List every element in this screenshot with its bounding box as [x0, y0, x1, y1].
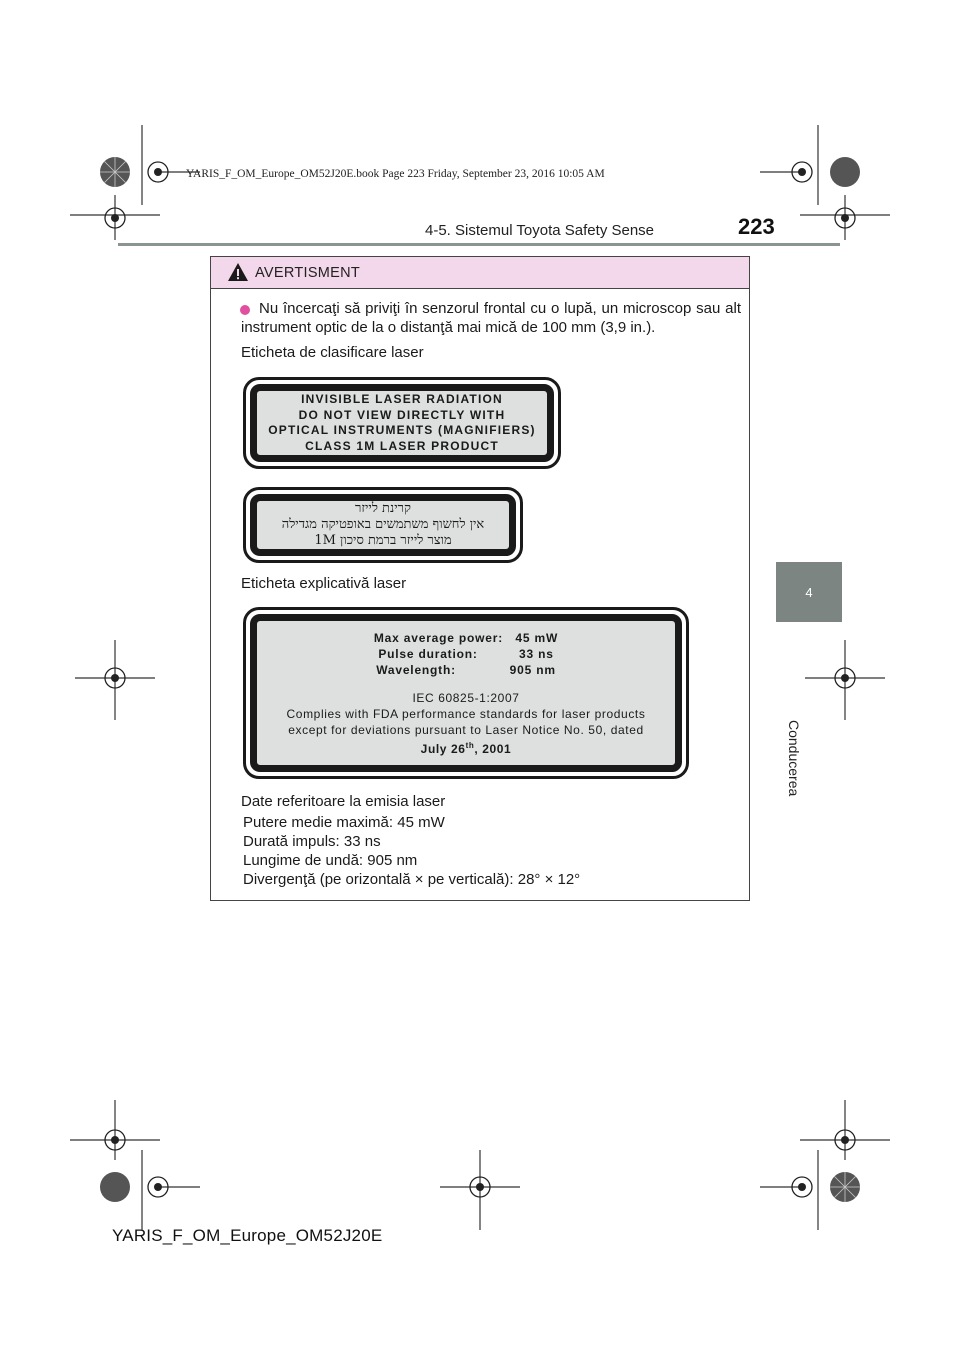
date-main: July 26 [420, 741, 466, 756]
label-line: מוצר לייזר ברמת סיכון 1M [314, 533, 452, 548]
chapter-tab [776, 562, 842, 622]
warning-bullet-text: Nu încercaţi să priviţi în senzorul frontal cu o lupă, un microscop sau alt instrument optic de la o distanţă mai mică de 100 mm (3,9 in.). [241, 300, 741, 336]
compliance-date [421, 738, 512, 757]
label-line: OPTICAL INSTRUMENTS (MAGNIFIERS) [268, 423, 536, 437]
spec-line: Pulse duration: 33 ns [378, 646, 554, 661]
emission-line: Durată impuls: 33 ns [243, 833, 381, 850]
date-superscript: th [465, 740, 475, 750]
spec-line: Max average power: 45 mW [373, 630, 559, 645]
spec-line: Wavelength: 905 nm [376, 662, 556, 677]
warning-header [211, 257, 749, 289]
section-title: 4-5. Sistemul Toyota Safety Sense [425, 222, 655, 239]
compliance-line: except for deviations pursuant to Laser Notice No. 50, dated [288, 722, 644, 737]
date-year: , 2001 [474, 741, 512, 756]
document-id: YARIS_F_OM_Europe_OM52J20E [112, 1226, 383, 1245]
label-line: CLASS 1M LASER PRODUCT [305, 438, 499, 453]
warning-box [210, 256, 750, 901]
emission-line: Putere medie maximă: 45 mW [243, 814, 445, 831]
chapter-number: 4 [805, 584, 813, 600]
header-rule [118, 243, 840, 246]
emission-line: Lungime de undă: 905 nm [243, 852, 418, 869]
classification-label-caption: Eticheta de clasificare laser [241, 344, 424, 361]
explanatory-label-caption: Eticheta explicativă laser [241, 575, 407, 592]
chapter-title: Conducerea [786, 720, 802, 797]
label-line: INVISIBLE LASER RADIATION [301, 392, 503, 406]
laser-label-hebrew [243, 487, 523, 563]
standard-line: IEC 60825-1:2007 [412, 690, 520, 705]
label-line: DO NOT VIEW DIRECTLY WITH [298, 407, 506, 422]
label-line: אין לחשוף משתמשים באופטיקה מגדילה [281, 517, 485, 532]
label-line: קרינת לייזר [355, 501, 411, 516]
print-info: YARIS_F_OM_Europe_OM52J20E.book Page 223 Friday, September 23, 2016 10:05 AM [186, 168, 605, 180]
emission-data [243, 813, 580, 889]
laser-label-english [243, 377, 561, 469]
warning-triangle-icon [227, 261, 249, 283]
compliance-line: Complies with FDA performance standards for laser products [286, 706, 646, 721]
warning-title: AVERTISMENT [255, 265, 361, 281]
laser-label-explanatory [243, 607, 689, 779]
emission-caption: Date referitoare la emisia laser [241, 793, 446, 810]
emission-line: Divergenţă (pe orizontală × pe verticală): 28° × 12° [243, 871, 581, 888]
page-number: 223 [738, 214, 775, 239]
